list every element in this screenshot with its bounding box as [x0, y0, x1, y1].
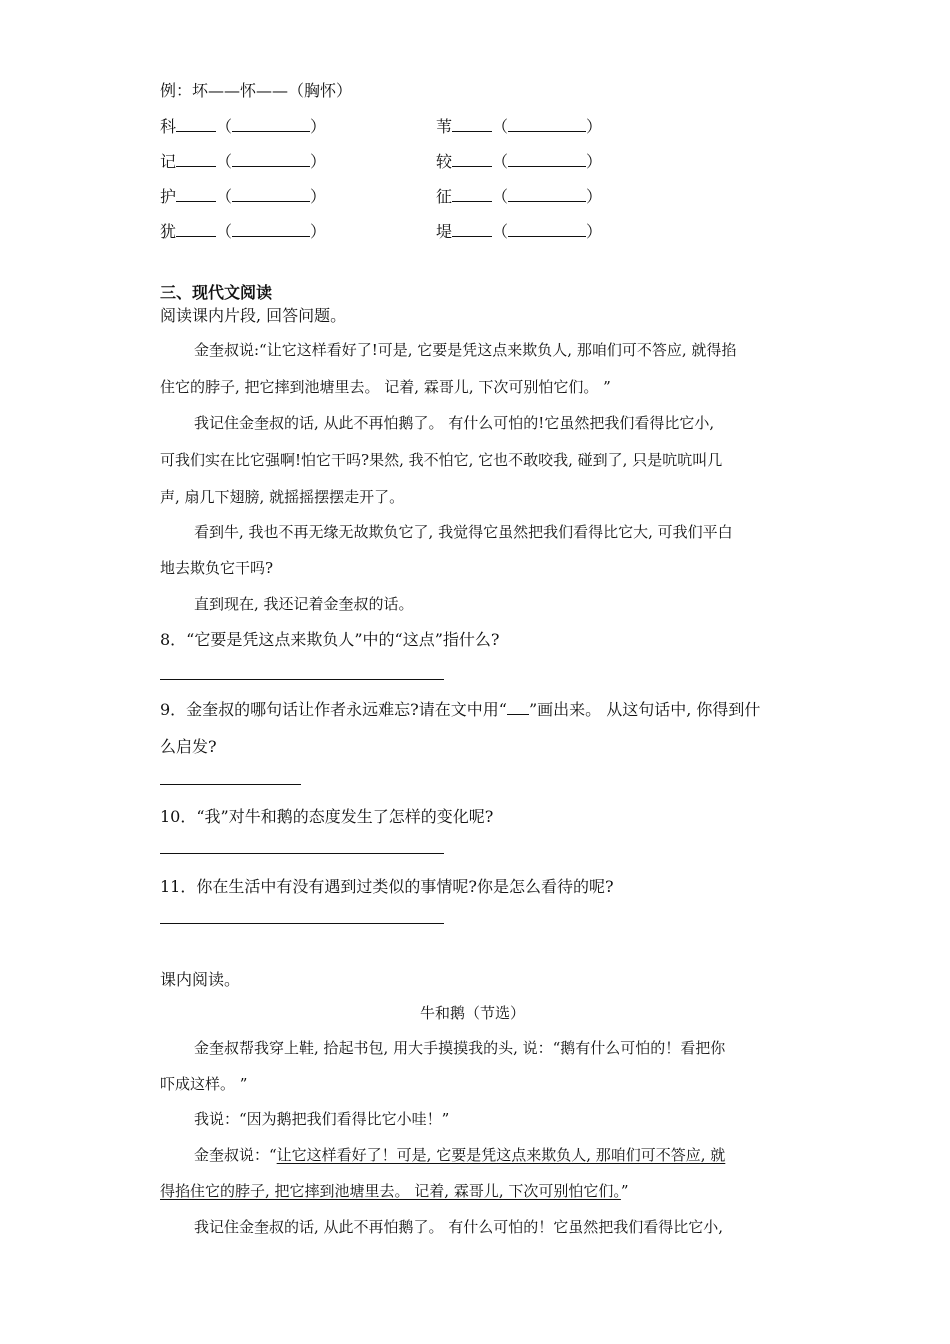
blank-char[interactable]: [176, 130, 216, 132]
blank-word[interactable]: [232, 200, 310, 202]
reading-line: 金奎叔帮我穿上鞋, 拾起书包, 用大手摸摸我的头, 说：“鹅有什么可怕的！看把你: [194, 1039, 726, 1057]
blank-word[interactable]: [232, 165, 310, 167]
section-heading: 三、现代文阅读: [160, 283, 273, 302]
reading-line: 吓成这样。 ”: [160, 1075, 248, 1093]
pair-right-2: 较 （ ）: [436, 152, 603, 171]
question-9: 9．金奎叔的哪句话让作者永远难忘?请在文中用“ ”画出来。 从这句话中, 你得到什: [160, 700, 761, 719]
passage-line: 地去欺负它干吗?: [160, 559, 274, 577]
reading-line: 金奎叔说：“让它这样看好了！可是, 它要是凭这点来欺负人, 那咱们可不答应, 就: [194, 1146, 726, 1164]
example-line: 例：坏——怀——（胸怀）: [160, 81, 353, 100]
question-11: 11．你在生活中有没有遇到过类似的事情呢?你是怎么看待的呢?: [160, 877, 614, 896]
pair-right-1: 苇 （ ）: [436, 117, 603, 136]
blank-char[interactable]: [176, 200, 216, 202]
blank-word[interactable]: [232, 130, 310, 132]
underlined-quote: 得掐住它的脖子, 把它摔到池塘里去。 记着, 霖哥儿, 下次可别怕它们。: [160, 1182, 621, 1200]
reading-line: 我说：“因为鹅把我们看得比它小哇！”: [194, 1110, 450, 1128]
blank-char[interactable]: [452, 235, 492, 237]
blank-char[interactable]: [176, 235, 216, 237]
answer-line-11[interactable]: [160, 923, 444, 924]
blank-word[interactable]: [508, 165, 586, 167]
answer-line-8[interactable]: [160, 679, 444, 680]
pair-right-3: 征 （ ）: [436, 187, 603, 206]
section-intro: 阅读课内片段, 回答问题。: [160, 306, 347, 325]
blank-char[interactable]: [176, 165, 216, 167]
pair-right-4: 堤 （ ）: [436, 222, 603, 241]
pair-left-3: 护 （ ）: [160, 187, 327, 206]
reading-line: 我记住金奎叔的话, 从此不再怕鹅了。 有什么可怕的！它虽然把我们看得比它小,: [194, 1218, 724, 1236]
passage-line: 可我们实在比它强啊!怕它干吗?果然, 我不怕它, 它也不敢咬我, 碰到了, 只是吭吭叫几: [160, 451, 723, 469]
blank-word[interactable]: [232, 235, 310, 237]
reading-intro: 课内阅读。: [160, 970, 241, 989]
passage-line: 住它的脖子, 把它摔到池塘里去。 记着, 霖哥儿, 下次可别怕它们。 ”: [160, 378, 611, 396]
pair-left-1: 科 （ ）: [160, 117, 327, 136]
blank-char[interactable]: [452, 200, 492, 202]
question-9-cont: 么启发?: [160, 737, 217, 756]
pair-left-2: 记 （ ）: [160, 152, 327, 171]
passage-line: 声, 扇几下翅膀, 就摇摇摆摆走开了。: [160, 488, 405, 506]
reading-title: 牛和鹅（节选）: [420, 1004, 526, 1022]
passage-line: 金奎叔说:“让它这样看好了!可是, 它要是凭这点来欺负人, 那咱们可不答应, 就得掐: [194, 341, 737, 359]
blank-word[interactable]: [508, 200, 586, 202]
underlined-quote: 让它这样看好了！可是, 它要是凭这点来欺负人, 那咱们可不答应, 就: [276, 1146, 726, 1164]
blank-word[interactable]: [508, 130, 586, 132]
answer-line-9[interactable]: [160, 784, 301, 785]
passage-line: 看到牛, 我也不再无缘无故欺负它了, 我觉得它虽然把我们看得比它大, 可我们平白: [194, 523, 733, 541]
reading-line: 得掐住它的脖子, 把它摔到池塘里去。 记着, 霖哥儿, 下次可别怕它们。”: [160, 1182, 629, 1200]
passage-line: 直到现在, 我还记着金奎叔的话。: [194, 595, 414, 613]
question-8: 8．“它要是凭这点来欺负人”中的“这点”指什么?: [160, 630, 500, 649]
pair-left-4: 犹 （ ）: [160, 222, 327, 241]
answer-line-10[interactable]: [160, 853, 444, 854]
blank-word[interactable]: [508, 235, 586, 237]
passage-line: 我记住金奎叔的话, 从此不再怕鹅了。 有什么可怕的!它虽然把我们看得比它小,: [194, 414, 715, 432]
blank-char[interactable]: [452, 165, 492, 167]
underline-mark: [507, 713, 529, 715]
question-10: 10．“我”对牛和鹅的态度发生了怎样的变化呢?: [160, 807, 494, 826]
blank-char[interactable]: [452, 130, 492, 132]
